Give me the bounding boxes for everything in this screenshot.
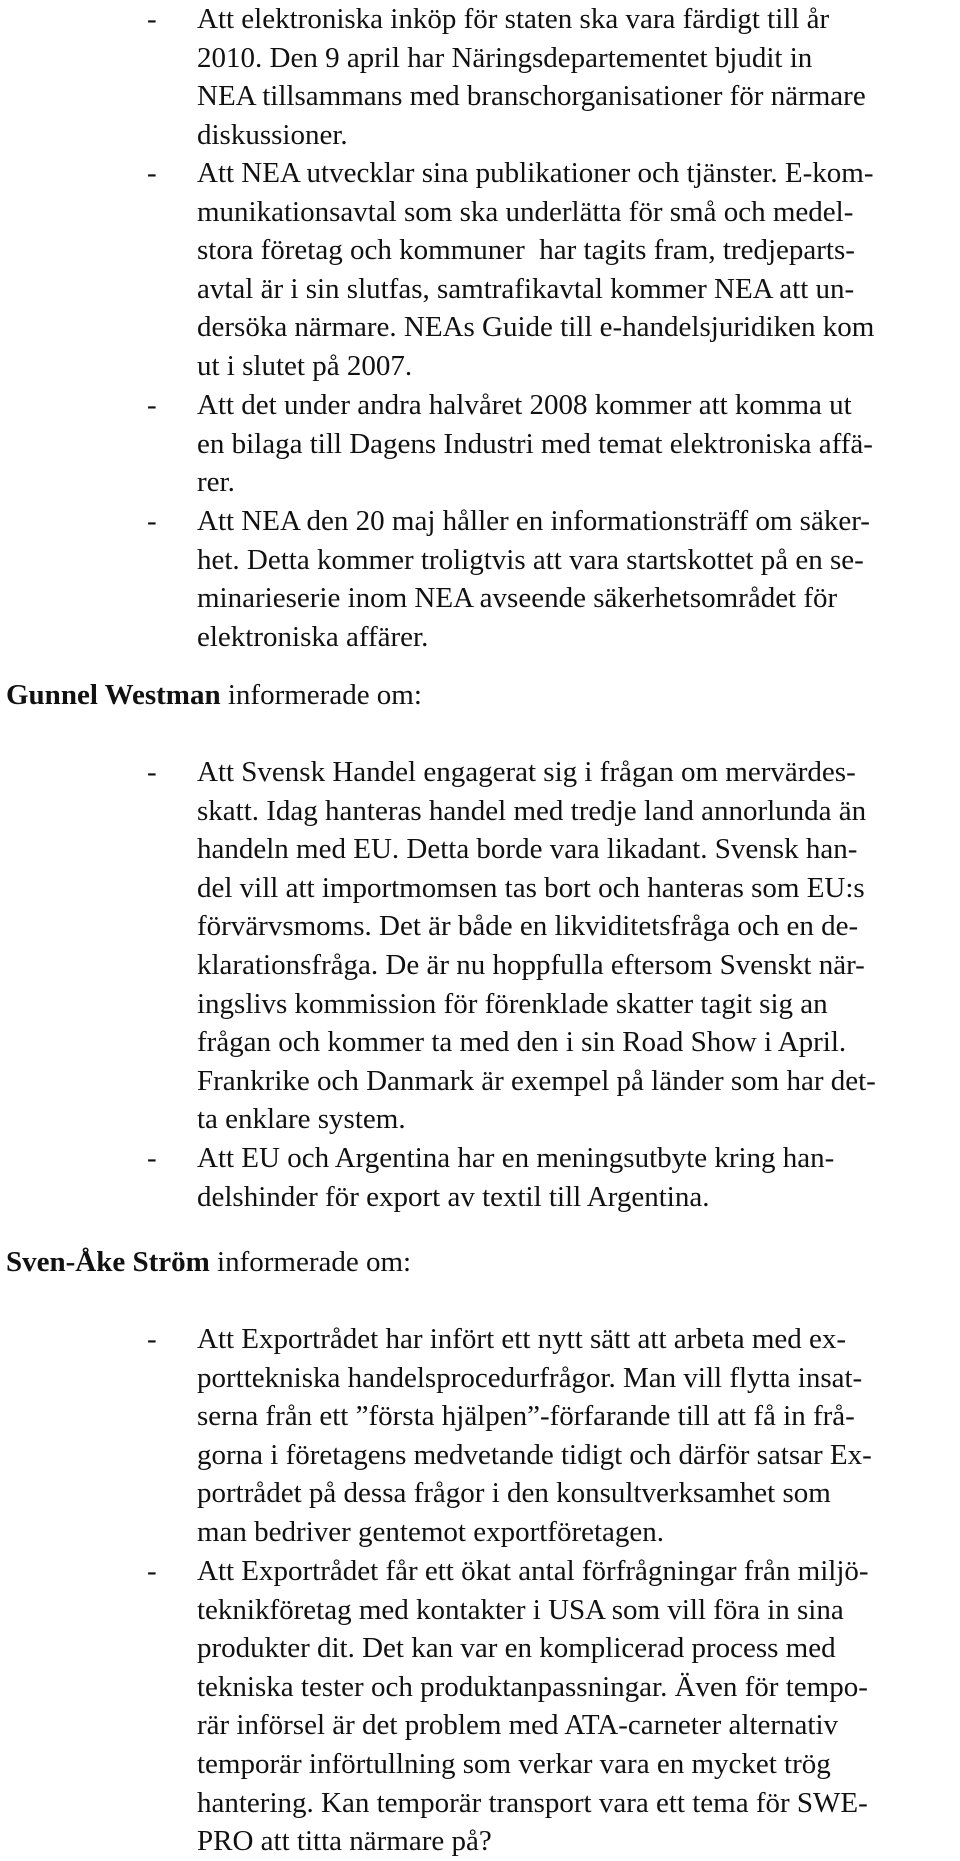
text-line: temporär införtullning som verkar vara en mycket trög [197, 1747, 831, 1780]
text-line: en bilaga till Dagens Industri med temat elektroniska affä- [197, 427, 873, 460]
text-line: stora företag och kommuner har tagits fram, tredjeparts- [197, 234, 855, 267]
text-line: Att Svensk Handel engagerat sig i frågan om mervärdes- [197, 756, 856, 788]
text-line: teknikföretag med kontakter i USA som vill föra in sina [197, 1593, 844, 1626]
speaker-name: Gunnel Westman [6, 679, 221, 711]
text-line: avtal är i sin slutfas, samtrafikavtal kommer NEA att un- [197, 272, 855, 305]
text-line: handeln med EU. Detta borde vara likadant. Svensk han- [197, 833, 858, 866]
text-line: ut i slutet på 2007. [197, 349, 413, 382]
bullet-dash: - [147, 389, 157, 421]
bullet-dash: - [147, 3, 157, 35]
bullet-dash: - [147, 157, 157, 189]
bullet-dash: - [147, 505, 157, 537]
bullet-dash: - [147, 1142, 157, 1174]
text-line: del vill att importmomsen tas bort och hanteras som EU:s [197, 871, 865, 904]
text-line: het. Detta kommer troligtvis att vara startskottet på en se- [197, 543, 864, 576]
text-line: frågan och kommer ta med den i sin Road Show i April. [197, 1026, 847, 1059]
text-line: delshinder för export av textil till Argentina. [197, 1180, 710, 1213]
text-line: Att Exportrådet får ett ökat antal förfrågningar från miljö- [197, 1555, 869, 1587]
heading-suffix: informerade om: [220, 679, 422, 711]
text-line: 2010. Den 9 april har Näringsdepartementet bjudit in [197, 41, 813, 74]
text-line: Att NEA den 20 maj håller en informationsträff om säker- [197, 505, 870, 537]
list-item-text [197, 0, 866, 154]
list-item-text [197, 753, 876, 1139]
section-heading [6, 676, 422, 715]
text-line: Frankrike och Danmark är exempel på länder som har det- [197, 1064, 876, 1097]
bullet-dash: - [147, 1323, 157, 1355]
text-line: ta enklare system. [197, 1103, 406, 1136]
bullet-dash: - [147, 756, 157, 788]
text-line: serna från ett ”första hjälpen”-förfarande till att få in frå- [197, 1400, 855, 1433]
text-line: skatt. Idag hanteras handel med tredje land annorlunda än [197, 794, 867, 827]
text-line: Att elektroniska inköp för staten ska vara färdigt till år [197, 3, 830, 35]
text-line: Att det under andra halvåret 2008 kommer att komma ut [197, 389, 852, 421]
list-item-text [197, 154, 874, 386]
text-line: elektroniska affärer. [197, 620, 429, 653]
text-line: rer. [197, 466, 235, 499]
section-heading [6, 1243, 411, 1282]
list-item-text [197, 1320, 872, 1552]
text-line: Att Exportrådet har infört ett nytt sätt att arbeta med ex- [197, 1323, 847, 1355]
text-line: porttekniska handelsprocedurfrågor. Man vill flytta insat- [197, 1361, 863, 1394]
list-item-text [197, 386, 873, 502]
text-line: portrådet på dessa frågor i den konsultverksamhet som [197, 1477, 831, 1510]
text-line: dersöka närmare. NEAs Guide till e-handelsjuridiken kom [197, 311, 875, 344]
text-line: Att EU och Argentina har en meningsutbyte kring han- [197, 1142, 835, 1174]
text-line: hantering. Kan temporär transport vara ett tema för SWE- [197, 1786, 868, 1819]
text-line: man bedriver gentemot exportföretagen. [197, 1515, 665, 1548]
text-line: Att NEA utvecklar sina publikationer och tjänster. E-kom- [197, 157, 874, 189]
text-line: munikationsavtal som ska underlätta för små och medel- [197, 195, 854, 228]
speaker-name: Sven-Åke Ström [6, 1246, 210, 1278]
text-line: PRO att titta närmare på? [197, 1825, 492, 1858]
list-item-text [197, 502, 870, 656]
text-line: rär införsel är det problem med ATA-carneter alternativ [197, 1709, 839, 1742]
text-line: minarieserie inom NEA avseende säkerhetsområdet för [197, 582, 838, 615]
text-line: diskussioner. [197, 118, 348, 151]
text-line: ingslivs kommission för förenklade skatter tagit sig an [197, 987, 828, 1020]
text-line: NEA tillsammans med branschorganisationer för närmare [197, 80, 866, 113]
list-item-text [197, 1139, 834, 1216]
text-line: förvärvsmoms. Det är både en likviditetsfråga och en de- [197, 910, 859, 943]
heading-suffix: informerade om: [209, 1246, 412, 1278]
list-item-text [197, 1552, 869, 1861]
text-line: gorna i företagens medvetande tidigt och därför satsar Ex- [197, 1438, 872, 1471]
text-line: tekniska tester och produktanpassningar. Även för tempo- [197, 1670, 868, 1703]
text-line: klarationsfråga. De är nu hoppfulla eftersom Svenskt när- [197, 948, 865, 981]
bullet-dash: - [147, 1555, 157, 1587]
text-line: produkter dit. Det kan var en komplicerad process med [197, 1632, 836, 1665]
